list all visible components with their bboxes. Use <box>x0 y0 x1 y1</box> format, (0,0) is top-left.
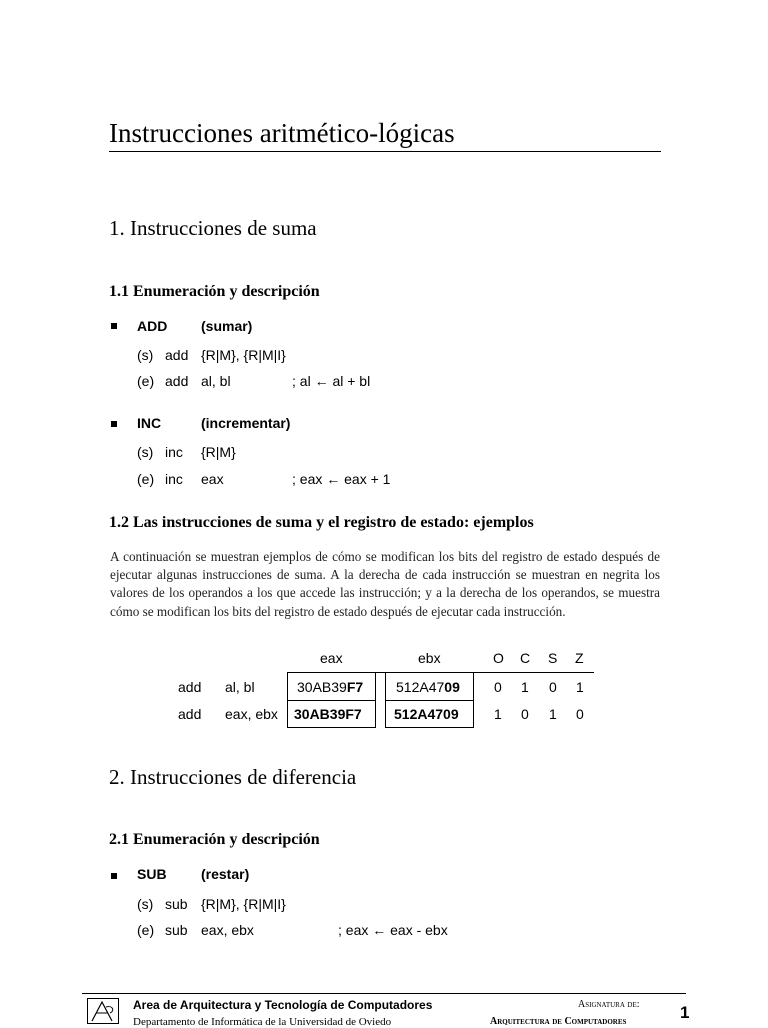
flag-header-o: O <box>493 650 504 666</box>
inc-example-comment: ; eax ← eax + 1 <box>292 471 391 487</box>
ebx-value-plain: 512A47 <box>396 679 445 695</box>
footer-department: Departamento de Informática de la Universidad de Oviedo <box>133 1016 392 1028</box>
sub-example-op: sub <box>165 922 188 938</box>
add-syntax-args: {R|M}, {R|M|I} <box>201 347 286 363</box>
flag-s-value: 1 <box>549 706 557 722</box>
sub-example-tag: (e) <box>137 922 155 938</box>
ebx-value-bold: 09 <box>444 679 460 695</box>
add-syntax-tag: (s) <box>137 347 154 363</box>
column-header-ebx: ebx <box>418 650 441 666</box>
inc-syntax-op: inc <box>165 444 183 460</box>
sub-description: (restar) <box>201 866 250 882</box>
sub-mnemonic: SUB <box>137 866 167 882</box>
ebx-value-bold: 512A4709 <box>394 706 459 722</box>
flag-o-value: 0 <box>494 679 502 695</box>
add-description: (sumar) <box>201 318 253 334</box>
university-logo-icon <box>87 998 119 1024</box>
page-number: 1 <box>680 1003 690 1022</box>
sub-syntax-args: {R|M}, {R|M|I} <box>201 896 286 912</box>
eax-row-divider <box>287 700 376 701</box>
add-syntax-op: add <box>165 347 189 363</box>
inc-syntax-tag: (s) <box>137 444 154 460</box>
ebx-row-divider <box>385 700 474 701</box>
section-2-heading: 2. Instrucciones de diferencia <box>109 765 357 789</box>
inc-example-op: inc <box>165 471 183 487</box>
flag-o-value: 1 <box>494 706 502 722</box>
add-example-tag: (e) <box>137 373 155 389</box>
bullet-icon <box>111 323 117 329</box>
section-1-1-heading: 1.1 Enumeración y descripción <box>109 283 320 300</box>
flag-header-s: S <box>548 650 558 666</box>
sub-syntax-op: sub <box>165 896 188 912</box>
flag-header-z: Z <box>575 650 584 666</box>
explanation-paragraph: A continuación se muestran ejemplos de cómo se modifican los bits del registro de estado después de ejecutar algunas instrucciones de suma. A la derecha de cada instrucción se muestran en negrita los valores de los operandos a los que accede las instrucción; y a la derecha de los operandos, se muestra cómo se modifican los bits del registro de estado después de ejecutar cada instrucción. <box>110 549 660 619</box>
flag-c-value: 0 <box>521 706 529 722</box>
eax-value-plain: 30AB39 <box>297 679 347 695</box>
footer-area: Area de Arquitectura y Tecnología de Computadores <box>133 998 433 1012</box>
footer-subject: Arquitectura de Computadores <box>490 1016 627 1027</box>
inc-example-tag: (e) <box>137 471 155 487</box>
table-row-eax-value <box>297 679 363 695</box>
footer-subject-label: Asignatura de: <box>578 999 640 1010</box>
section-1-2-heading: 1.2 Las instrucciones de suma y el registro de estado: ejemplos <box>109 514 534 531</box>
section-2-1-heading: 2.1 Enumeración y descripción <box>109 831 320 848</box>
table-row-ebx-value <box>394 706 459 722</box>
add-example-args: al, bl <box>201 373 231 389</box>
table-row-op: add <box>178 706 202 722</box>
sub-syntax-tag: (s) <box>137 896 154 912</box>
section-1-heading: 1. Instrucciones de suma <box>109 216 317 240</box>
add-example-op: add <box>165 373 189 389</box>
column-header-eax: eax <box>320 650 343 666</box>
table-row-eax-value <box>294 706 362 722</box>
eax-value-bold: F7 <box>346 679 364 695</box>
inc-mnemonic: INC <box>137 415 162 431</box>
flag-z-value: 1 <box>576 679 584 695</box>
footer-rule <box>82 993 686 994</box>
flag-c-value: 1 <box>521 679 529 695</box>
sub-example-comment: ; eax ← eax - ebx <box>338 922 448 938</box>
add-example-comment: ; al ← al + bl <box>292 373 371 389</box>
page-title: Instrucciones aritmético-lógicas <box>109 118 455 148</box>
add-mnemonic: ADD <box>137 318 168 334</box>
inc-example-args: eax <box>201 471 224 487</box>
flag-z-value: 0 <box>576 706 584 722</box>
table-row-ebx-value <box>396 679 460 695</box>
inc-description: (incrementar) <box>201 415 291 431</box>
eax-value-bold: 30AB39F7 <box>294 706 362 722</box>
bullet-icon <box>111 421 117 427</box>
logo-mark-icon <box>88 999 118 1023</box>
table-row-args: eax, ebx <box>225 706 278 722</box>
table-row-op: add <box>178 679 202 695</box>
inc-syntax-args: {R|M} <box>201 444 236 460</box>
flag-s-value: 0 <box>549 679 557 695</box>
sub-example-args: eax, ebx <box>201 922 254 938</box>
title-underline <box>109 151 661 152</box>
bullet-icon <box>111 873 117 879</box>
table-row-args: al, bl <box>225 679 255 695</box>
flag-header-c: C <box>520 650 531 666</box>
